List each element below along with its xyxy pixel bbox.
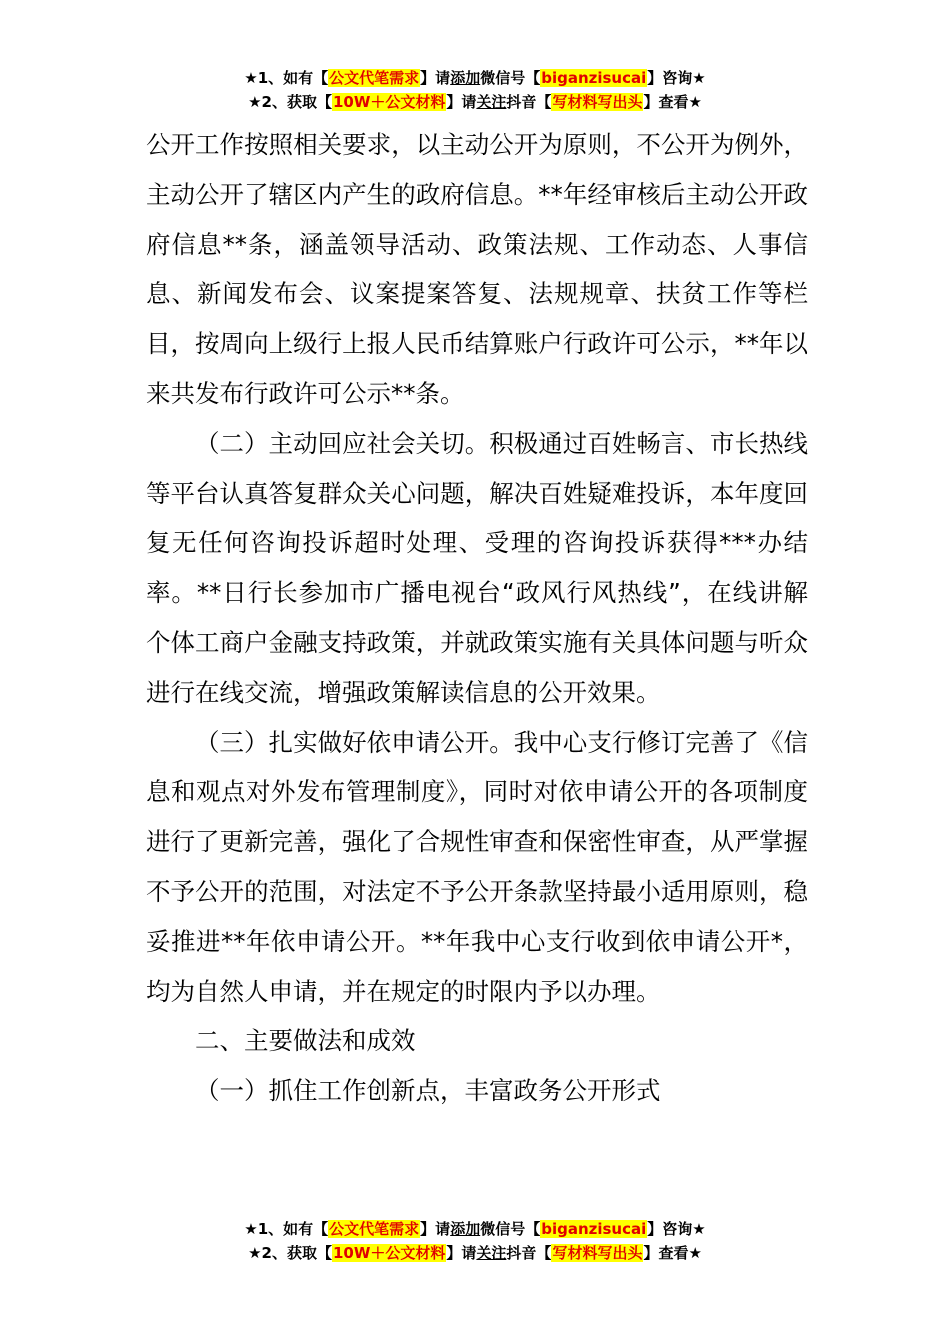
- paragraph: （三）扎实做好依申请公开。我中心支行修订完善了《信息和观点对外发布管理制度》，同时对依申请公开的各项制度进行了更新完善，强化了合规性审查和保密性审查，从严掌握不予公开的范围，对法定不予公开条款坚持最小适用原则，稳妥推进**年依申请公开。**年我中心支行收到依申请公开*，均为自然人申请，并在规定的时限内予以办理。: [146, 727, 808, 1006]
- banner-text: 2、获取【: [261, 93, 332, 111]
- banner-text: 】请: [446, 93, 477, 111]
- header-banner: [0, 66, 950, 114]
- banner-line-1: [0, 66, 950, 90]
- banner-text: 1、如有【: [257, 69, 329, 87]
- banner-text: 】查看★: [643, 1244, 702, 1262]
- highlight-service: 公文代笔需求: [329, 69, 420, 87]
- banner-text: 】请: [420, 1220, 451, 1238]
- banner-text: 】咨询★: [647, 1220, 706, 1238]
- star-icon: ★: [248, 93, 262, 111]
- star-icon: ★: [244, 69, 258, 87]
- banner-line-2: [0, 1241, 950, 1265]
- banner-underlined-text: 关注: [476, 93, 507, 111]
- highlight-materials: 10W＋公文材料: [332, 1244, 446, 1262]
- banner-line-1: [0, 1217, 950, 1241]
- subsection-heading: （一）抓住工作创新点，丰富政务公开形式: [195, 1076, 661, 1106]
- banner-line-2: [0, 90, 950, 114]
- highlight-wechat-id: biganzisucai: [541, 69, 647, 87]
- highlight-wechat-id: biganzisucai: [541, 1220, 647, 1238]
- banner-text: 】咨询★: [647, 69, 706, 87]
- paragraph: 公开工作按照相关要求，以主动公开为原则，不公开为例外，主动公开了辖区内产生的政府信息。**年经审核后主动公开政府信息**条，涵盖领导活动、政策法规、工作动态、人事信息、新闻发布会、议案提案答复、法规规章、扶贫工作等栏目，按周向上级行上报人民币结算账户行政许可公示，**年以来共发布行政许可公示**条。: [146, 130, 808, 408]
- banner-underlined-text: 关注: [476, 1244, 507, 1262]
- banner-text: 微信号【: [480, 69, 541, 87]
- banner-text: 】查看★: [643, 93, 702, 111]
- highlight-materials: 10W＋公文材料: [332, 93, 446, 111]
- banner-text: 】请: [446, 1244, 477, 1262]
- banner-text: 抖音【: [506, 93, 552, 111]
- banner-underlined-text: 添加: [450, 69, 481, 87]
- star-icon: ★: [244, 1220, 258, 1238]
- banner-text: 微信号【: [480, 1220, 541, 1238]
- paragraph: （二）主动回应社会关切。积极通过百姓畅言、市长热线等平台认真答复群众关心问题，解决百姓疑难投诉，本年度回复无任何咨询投诉超时处理、受理的咨询投诉获得***办结率。**日行长参加市广播电视台“政风行风热线”，在线讲解个体工商户金融支持政策，并就政策实施有关具体问题与听众进行在线交流，增强政策解读信息的公开效果。: [146, 428, 808, 707]
- banner-text: 抖音【: [506, 1244, 552, 1262]
- banner-underlined-text: 添加: [450, 1220, 481, 1238]
- highlight-service: 公文代笔需求: [329, 1220, 420, 1238]
- banner-text: 2、获取【: [261, 1244, 332, 1262]
- highlight-douyin: 写材料写出头: [552, 1244, 643, 1262]
- banner-text: 1、如有【: [257, 1220, 329, 1238]
- document-body: [146, 120, 808, 1116]
- footer-banner: [0, 1217, 950, 1265]
- section-heading: 二、主要做法和成效: [195, 1026, 416, 1056]
- star-icon: ★: [248, 1244, 262, 1262]
- banner-text: 】请: [420, 69, 451, 87]
- highlight-douyin: 写材料写出头: [552, 93, 643, 111]
